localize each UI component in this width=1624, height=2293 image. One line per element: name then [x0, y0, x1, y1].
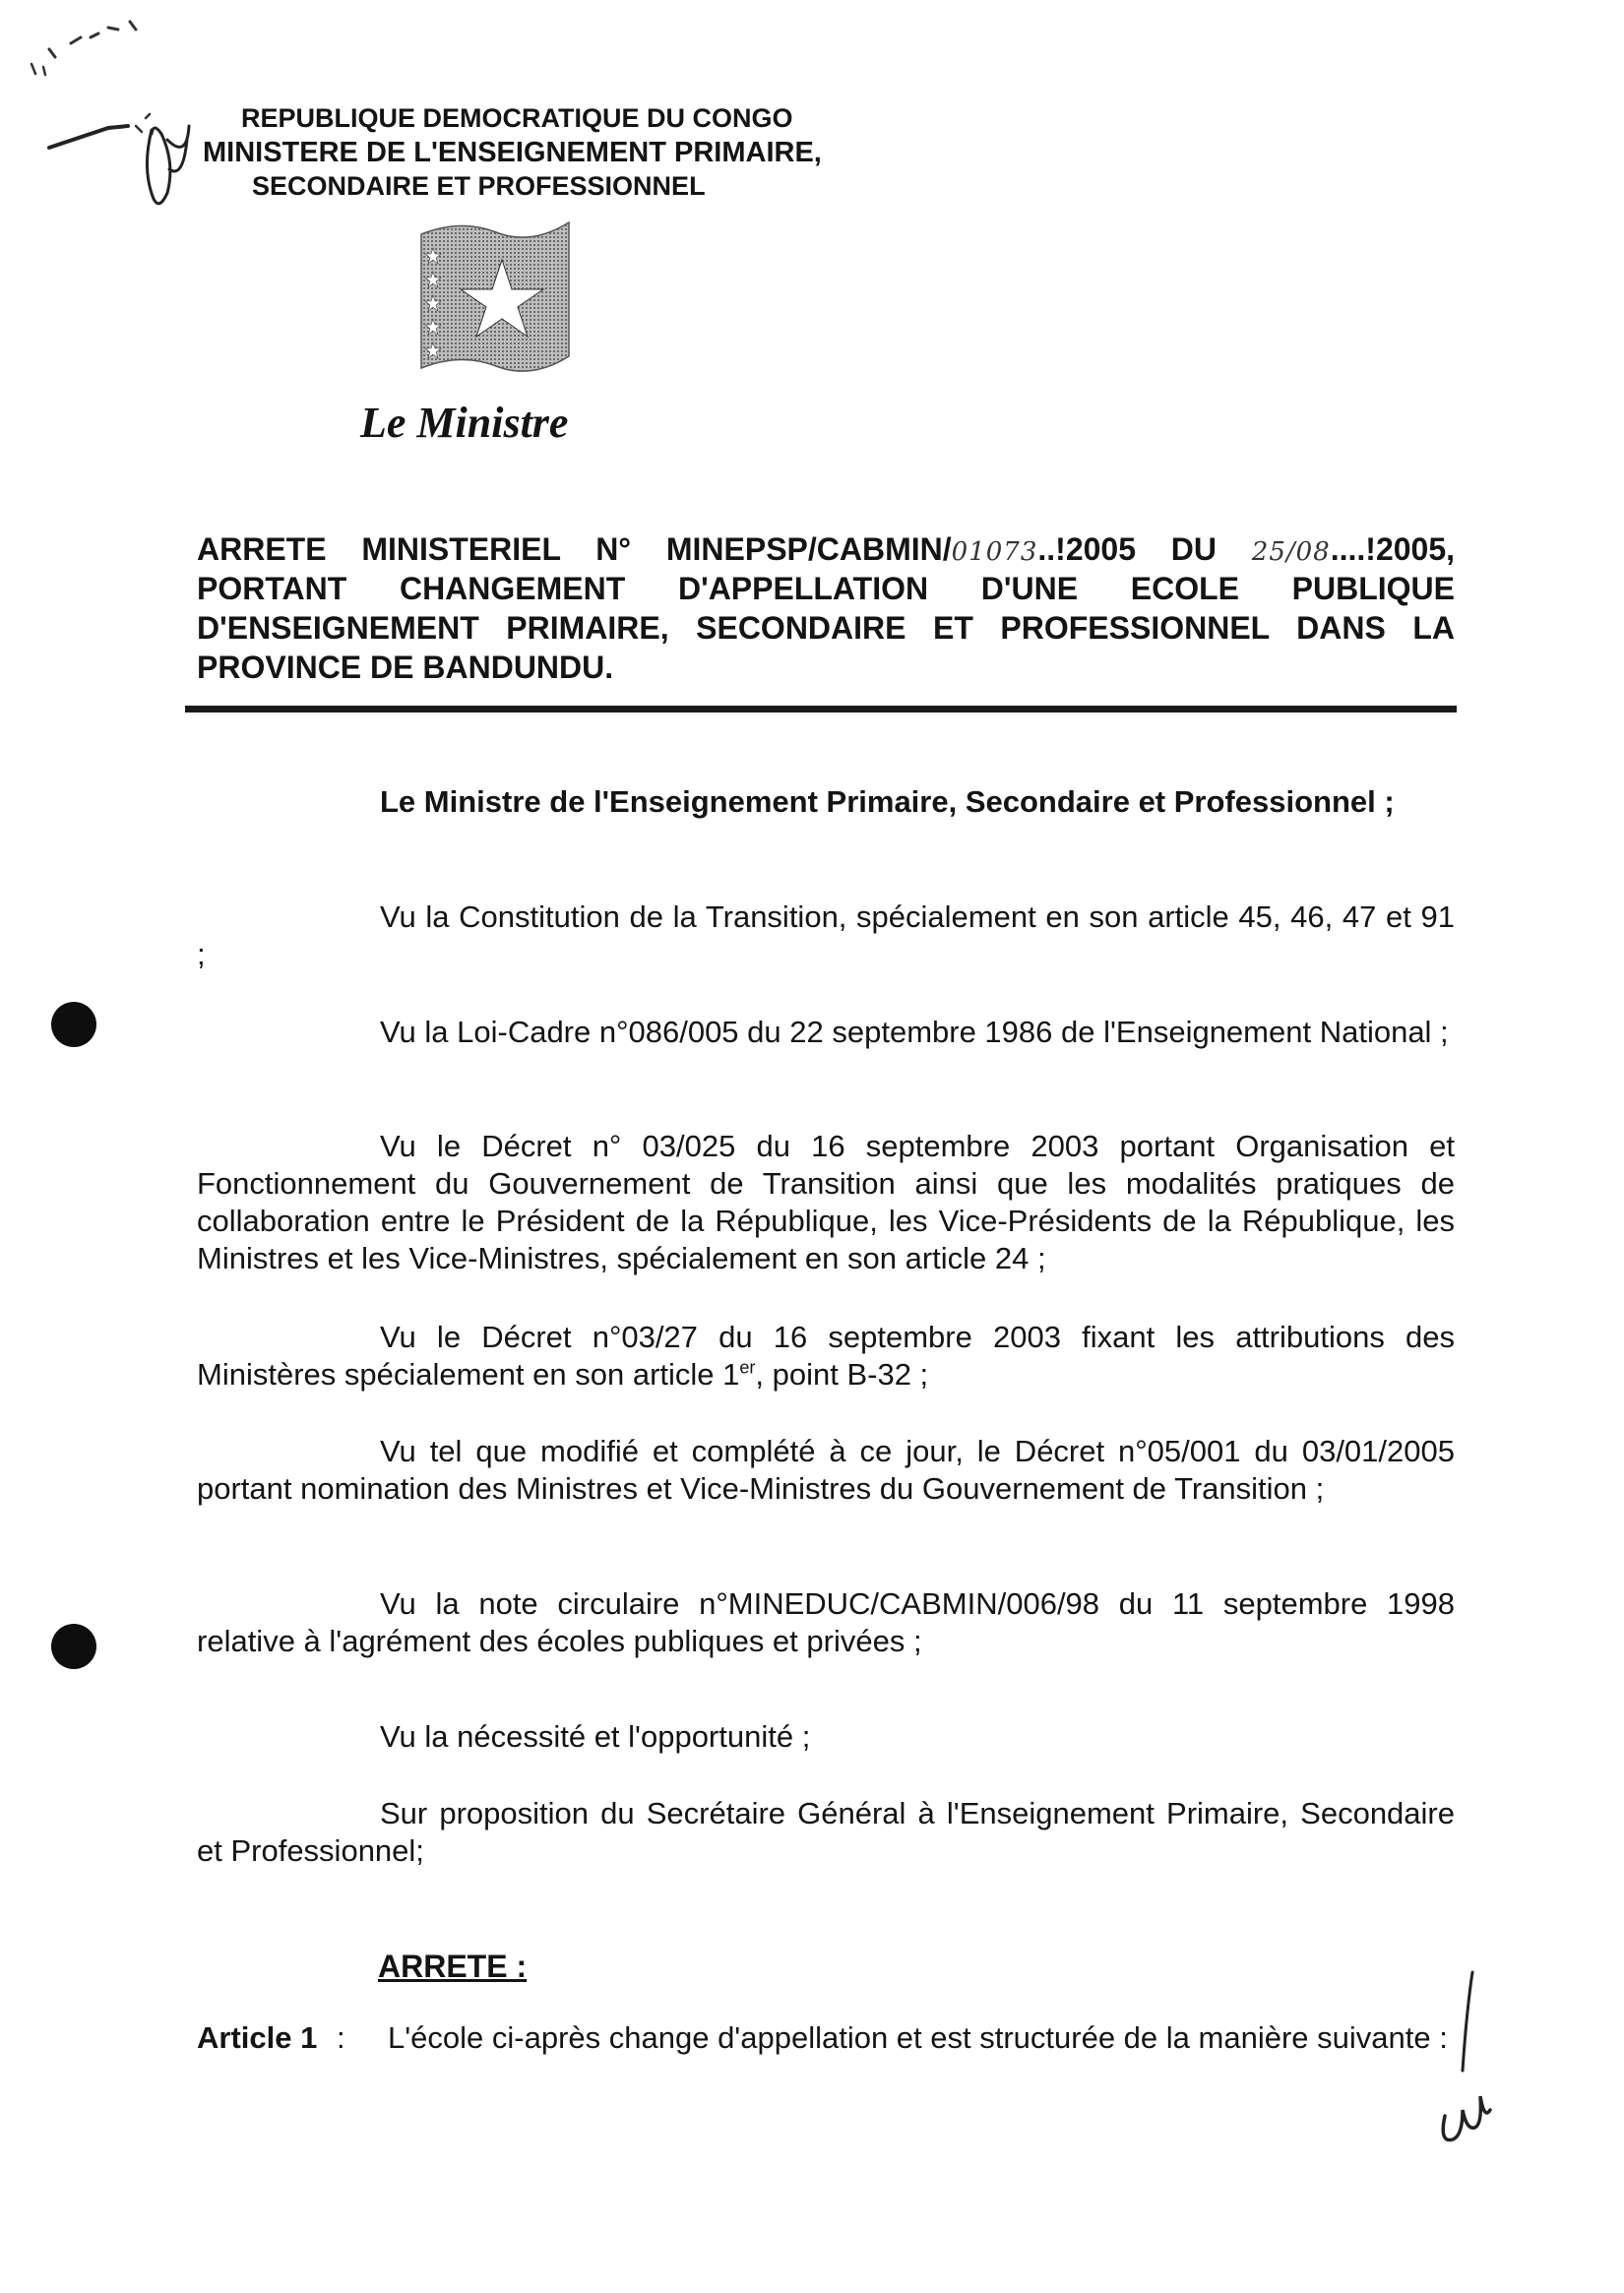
signatory-heading: Le Ministre — [360, 399, 569, 447]
paragraph-decret-025: Vu le Décret n° 03/025 du 16 septembre 2003 portant Organisation et Fonctionnement du Gouvernement de Transition ainsi que les modalités pratiques de collaboration entre le Président de la République, les Vice-Présidents de la République, les Ministres et les Vice-Ministres, spécialement en son article 24 ; — [197, 1129, 1455, 1275]
decret-27-text: Vu le Décret n°03/27 du 16 septembre 2003 fixant les attributions des Ministères spécialement en son article 1 — [197, 1320, 1455, 1392]
title-line2: PORTANT CHANGEMENT D'APPELLATION D'UNE ECOLE PUBLIQUE — [197, 571, 1455, 606]
title-line3: D'ENSEIGNEMENT PRIMAIRE, SECONDAIRE ET PROFESSIONNEL DANS LA — [197, 610, 1455, 646]
decret-27-sup: er — [739, 1357, 756, 1378]
title-divider — [185, 706, 1457, 713]
article1-text: L'école ci-après change d'appellation et est structurée de la manière suivante : — [388, 2020, 1448, 2055]
paragraph-circulaire: Vu la note circulaire n°MINEDUC/CABMIN/006/98 du 11 septembre 1998 relative à l'agrément des écoles publiques et privées ; — [197, 1586, 1455, 1658]
paragraph-decret-27 — [197, 1319, 1455, 1394]
punch-hole-top — [51, 1002, 96, 1047]
punch-hole-bottom — [51, 1624, 96, 1669]
paragraph-loi-cadre: Vu la Loi-Cadre n°086/005 du 22 septembre 1986 de l'Enseignement National ; — [380, 1015, 1449, 1049]
title-line4: PROVINCE DE BANDUNDU. — [197, 650, 614, 685]
article1-colon: : — [337, 2020, 345, 2055]
arrete-heading: ARRETE : — [378, 1949, 528, 1984]
header-republic: REPUBLIQUE DEMOCRATIQUE DU CONGO — [241, 103, 793, 133]
title-prefix: ARRETE MINISTERIEL N° MINEPSP/CABMIN/ — [197, 531, 952, 567]
decret-27-tail: , point B-32 ; — [755, 1357, 929, 1392]
paragraph-necessite: Vu la nécessité et l'opportunité ; — [380, 1719, 811, 1754]
handwritten-decree-number: 01073 — [951, 537, 1038, 567]
header-ministry-line2: SECONDAIRE ET PROFESSIONNEL — [252, 171, 706, 201]
paragraph-constitution: Vu la Constitution de la Transition, spécialement en son article 45, 46, 47 et 91 ; — [197, 899, 1455, 971]
paragraph-proposition: Sur proposition du Secrétaire Général à l'Enseignement Primaire, Secondaire et Professionnel; — [197, 1796, 1455, 1868]
initials-signature — [138, 110, 197, 218]
article1-label: Article 1 — [197, 2020, 318, 2055]
flag-emblem-icon — [415, 209, 575, 388]
paragraph-intro: Le Ministre de l'Enseignement Primaire, Secondaire et Professionnel ; — [380, 784, 1395, 819]
handwritten-decree-date: 25/08 — [1251, 537, 1331, 567]
title-mid: ..!2005 DU — [1037, 531, 1218, 567]
margin-signature-marks — [1405, 1968, 1504, 2155]
header-ministry-line1: MINISTERE DE L'ENSEIGNEMENT PRIMAIRE, — [203, 137, 822, 168]
title-suffix: ....!2005, — [1330, 531, 1456, 567]
decree-title — [197, 529, 1455, 687]
paragraph-decret-05: Vu tel que modifié et complété à ce jour, le Décret n°05/001 du 03/01/2005 portant nomination des Ministres et Vice-Ministres du Gouvernement de Transition ; — [197, 1434, 1455, 1506]
